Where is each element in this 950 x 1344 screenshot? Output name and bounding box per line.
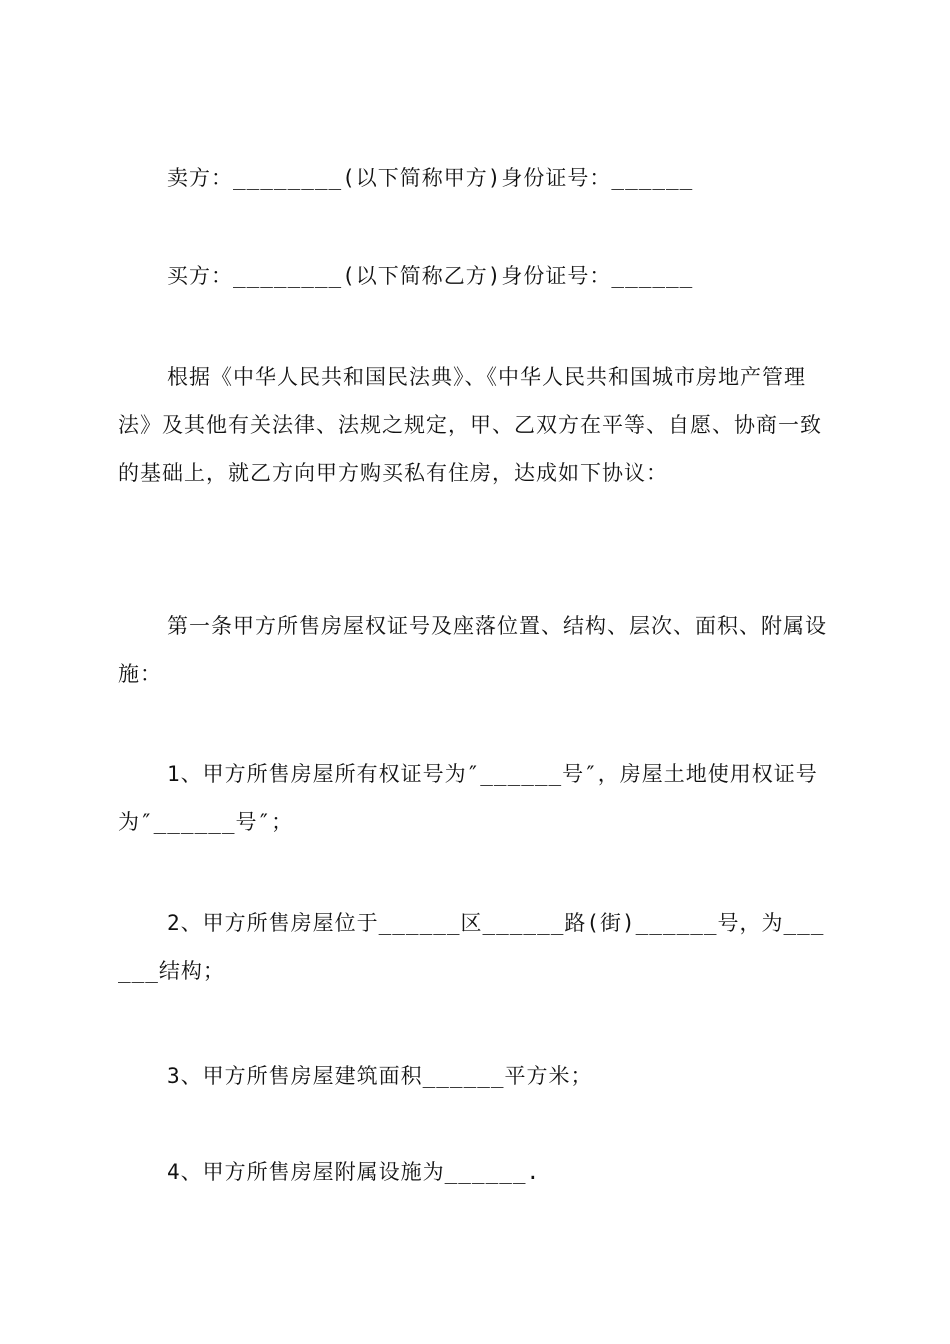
item-3-area: 3、甲方所售房屋建筑面积______平方米； — [167, 1064, 593, 1088]
item-4-facilities: 4、甲方所售房屋附属设施为______. — [167, 1160, 541, 1184]
item-1-certificate-numbers: 1、甲方所售房屋所有权证号为″______号″，房屋土地使用权证号为″______号″； — [118, 762, 818, 834]
seller-line: 卖方：________(以下简称甲方)身份证号：______ — [167, 166, 694, 190]
preamble-paragraph: 根据《中华人民共和国民法典》、《中华人民共和国城市房地产管理法》及其他有关法律、法规之规定，甲、乙双方在平等、自愿、协商一致的基础上，就乙方向甲方购买私有住房，达成如下协议： — [118, 365, 822, 485]
buyer-line: 买方：________(以下简称乙方)身份证号：______ — [167, 264, 694, 288]
item-2-location: 2、甲方所售房屋位于______区______路(街)______号，为______结构； — [118, 911, 825, 983]
article-1-title: 第一条甲方所售房屋权证号及座落位置、结构、层次、面积、附属设施： — [118, 614, 827, 686]
